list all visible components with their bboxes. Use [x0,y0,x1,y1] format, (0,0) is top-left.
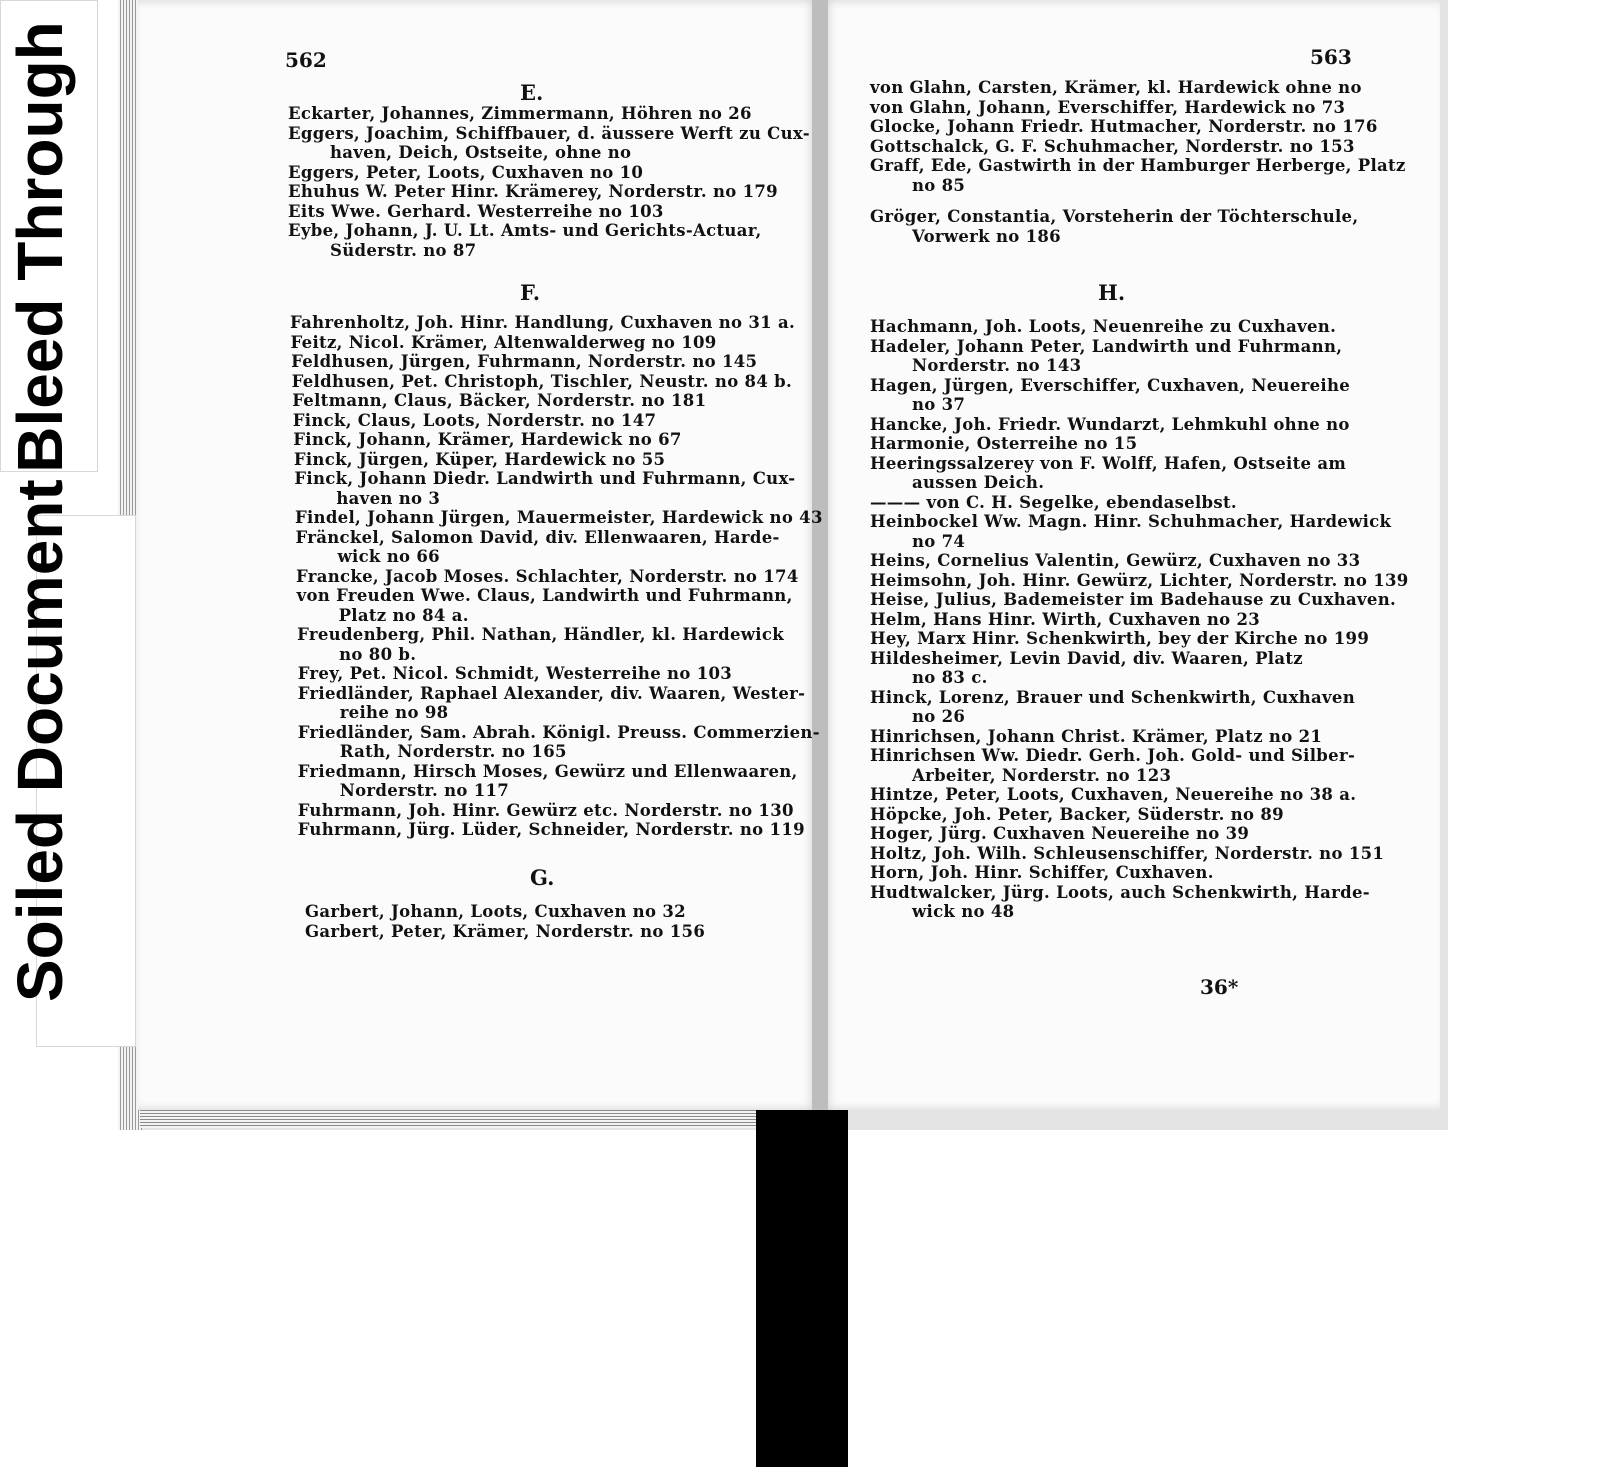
directory-entry: Hancke, Joh. Friedr. Wundarzt, Lehmkuhl ohne no [870,414,1350,434]
directory-entry: Heinbockel Ww. Magn. Hinr. Schuhmacher, Hardewick [870,512,1392,531]
directory-entry: Eggers, Joachim, Schiffbauer, d. äussere Werft zu Cux- [288,123,810,143]
directory-entry-continuation: no 80 b. [339,644,417,664]
directory-entry-continuation: Vorwerk no 186 [912,226,1061,246]
directory-entry: Friedländer, Raphael Alexander, div. Waaren, Wester- [297,683,806,703]
section-letter: G. [530,865,555,890]
directory-entry-continuation: no 37 [912,395,966,414]
directory-entry: Eckarter, Johannes, Zimmermann, Höhren no 26 [288,104,752,123]
directory-entry: Hintze, Peter, Loots, Cuxhaven, Neuereihe no 38 a. [870,785,1357,804]
directory-entry: Garbert, Peter, Krämer, Norderstr. no 156 [305,921,706,941]
directory-entry: Eggers, Peter, Loots, Cuxhaven no 10 [288,162,644,182]
directory-entry: Garbert, Johann, Loots, Cuxhaven no 32 [305,902,686,921]
directory-entry: Fuhrmann, Joh. Hinr. Gewürz etc. Norderstr. no 130 [297,800,794,820]
directory-entry-continuation: Norderstr. no 117 [339,781,510,800]
directory-entry-continuation: no 26 [912,707,966,726]
directory-entry: Findel, Johann Jürgen, Mauermeister, Hardewick no 43 [294,508,823,527]
directory-entry-continuation: aussen Deich. [912,473,1045,492]
directory-entry: Feldhusen, Pet. Christoph, Tischler, Neustr. no 84 b. [291,371,793,391]
directory-entry: Friedländer, Sam. Abrah. Königl. Preuss. Commerzien- [297,722,820,742]
directory-entry: Friedmann, Hirsch Moses, Gewürz und Ellenwaaren, [297,761,798,781]
directory-entry: Frey, Pet. Nicol. Schmidt, Westerreihe no 103 [297,664,733,683]
directory-entry: Finck, Jürgen, Küper, Hardewick no 55 [293,449,666,469]
directory-entry: Heins, Cornelius Valentin, Gewürz, Cuxhaven no 33 [870,551,1361,570]
bleed-through-label: Bleed Through [4,21,76,473]
catchword: 36* [1200,975,1239,999]
directory-entry-continuation: Norderstr. no 143 [912,356,1082,375]
directory-entry: Horn, Joh. Hinr. Schiffer, Cuxhaven. [870,863,1214,882]
directory-entry: Finck, Claus, Loots, Norderstr. no 147 [292,410,657,430]
directory-entry: von Freuden Wwe. Claus, Landwirth und Fuhrmann, [296,586,793,605]
directory-entry: Fränckel, Salomon David, div. Ellenwaaren, Harde- [295,527,780,547]
directory-entry-continuation: no 74 [912,531,966,551]
directory-entry: Fuhrmann, Jürg. Lüder, Schneider, Norderstr. no 119 [297,820,805,839]
directory-entry: Glocke, Johann Friedr. Hutmacher, Norderstr. no 176 [870,117,1378,136]
directory-entry: Eits Wwe. Gerhard. Westerreihe no 103 [288,201,664,221]
directory-entry: Gröger, Constantia, Vorsteherin der Töchterschule, [870,207,1359,226]
directory-entry: von Glahn, Carsten, Krämer, kl. Hardewick ohne no [870,78,1362,97]
directory-entry: Finck, Johann, Krämer, Hardewick no 67 [293,430,682,449]
directory-entry: Feitz, Nicol. Krämer, Altenwalderweg no 109 [290,332,717,352]
directory-entry-continuation: Rath, Norderstr. no 165 [339,742,567,761]
directory-entry-continuation: haven no 3 [336,488,441,508]
directory-entry: Finck, Johann Diedr. Landwirth und Fuhrmann, Cux- [294,469,796,488]
directory-entry: Heeringssalzerey von F. Wolff, Hafen, Ostseite am [870,453,1347,473]
directory-entry-continuation: wick no 48 [912,902,1015,921]
directory-entry: Hinrichsen Ww. Diedr. Gerh. Joh. Gold- und Silber- [870,746,1356,765]
directory-entry: Hagen, Jürgen, Everschiffer, Cuxhaven, Neuereihe [870,375,1351,395]
directory-entry: Ehuhus W. Peter Hinr. Krämerey, Norderstr. no 179 [288,182,778,201]
directory-entry: Feltmann, Claus, Bäcker, Norderstr. no 181 [292,391,707,410]
directory-entry-continuation: Arbeiter, Norderstr. no 123 [912,765,1172,785]
directory-entry-continuation: haven, Deich, Ostseite, ohne no [330,143,632,162]
directory-entry: Hoger, Jürg. Cuxhaven Neuereihe no 39 [870,824,1250,843]
directory-entry: Gottschalck, G. F. Schuhmacher, Norderstr. no 153 [870,136,1355,156]
directory-entry-continuation: Süderstr. no 87 [330,240,477,260]
soiled-document-label: Soiled Document [4,479,76,1002]
section-letter: F. [520,280,541,305]
directory-entry: Freudenberg, Phil. Nathan, Händler, kl. Hardewick [297,625,784,644]
directory-entry: Holtz, Joh. Wilh. Schleusenschiffer, Norderstr. no 151 [870,843,1385,863]
directory-entry: Hinrichsen, Johann Christ. Krämer, Platz no 21 [870,726,1323,746]
directory-entry: Höpcke, Joh. Peter, Backer, Süderstr. no 89 [870,804,1284,824]
directory-entry: Hey, Marx Hinr. Schenkwirth, bey der Kirche no 199 [870,629,1370,648]
black-strip [756,1110,848,1467]
directory-entry: Heise, Julius, Bademeister im Badehause zu Cuxhaven. [870,590,1397,609]
directory-entry: Hudtwalcker, Jürg. Loots, auch Schenkwirth, Harde- [870,882,1370,902]
directory-entry-continuation: no 83 c. [912,668,988,687]
directory-entry: Hachmann, Joh. Loots, Neuenreihe zu Cuxhaven. [870,317,1337,336]
directory-entry: Francke, Jacob Moses. Schlachter, Norderstr. no 174 [296,566,799,586]
directory-entry: Heimsohn, Joh. Hinr. Gewürz, Lichter, Norderstr. no 139 [870,570,1409,590]
section-letter: E. [520,80,544,105]
left-page-number: 562 [285,48,327,72]
directory-entry: Graff, Ede, Gastwirth in der Hamburger Herberge, Platz [870,156,1406,175]
directory-entry: Helm, Hans Hinr. Wirth, Cuxhaven no 23 [870,609,1261,629]
directory-entry: Hinck, Lorenz, Brauer und Schenkwirth, Cuxhaven [870,687,1356,707]
directory-entry: Fahrenholtz, Joh. Hinr. Handlung, Cuxhaven no 31 a. [290,313,796,332]
directory-entry: Hadeler, Johann Peter, Landwirth und Fuhrmann, [870,336,1343,356]
directory-entry: ——— von C. H. Segelke, ebendaselbst. [870,492,1237,512]
bottom-page-edges [140,1110,820,1128]
directory-entry-continuation: wick no 66 [337,547,440,566]
book-spine [812,0,828,1110]
directory-entry: von Glahn, Johann, Everschiffer, Hardewick no 73 [870,97,1346,117]
directory-entry-continuation: Platz no 84 a. [338,605,469,625]
directory-entry-continuation: no 85 [912,175,966,195]
directory-entry-continuation: reihe no 98 [339,703,449,722]
directory-entry: Harmonie, Osterreihe no 15 [870,434,1138,453]
directory-entry: Eybe, Johann, J. U. Lt. Amts- und Gerichts-Actuar, [288,221,762,240]
section-letter: H. [1098,280,1126,305]
right-page-number: 563 [1310,45,1352,69]
directory-entry: Hildesheimer, Levin David, div. Waaren, Platz [870,648,1303,668]
directory-entry: Feldhusen, Jürgen, Fuhrmann, Norderstr. no 145 [291,352,758,371]
